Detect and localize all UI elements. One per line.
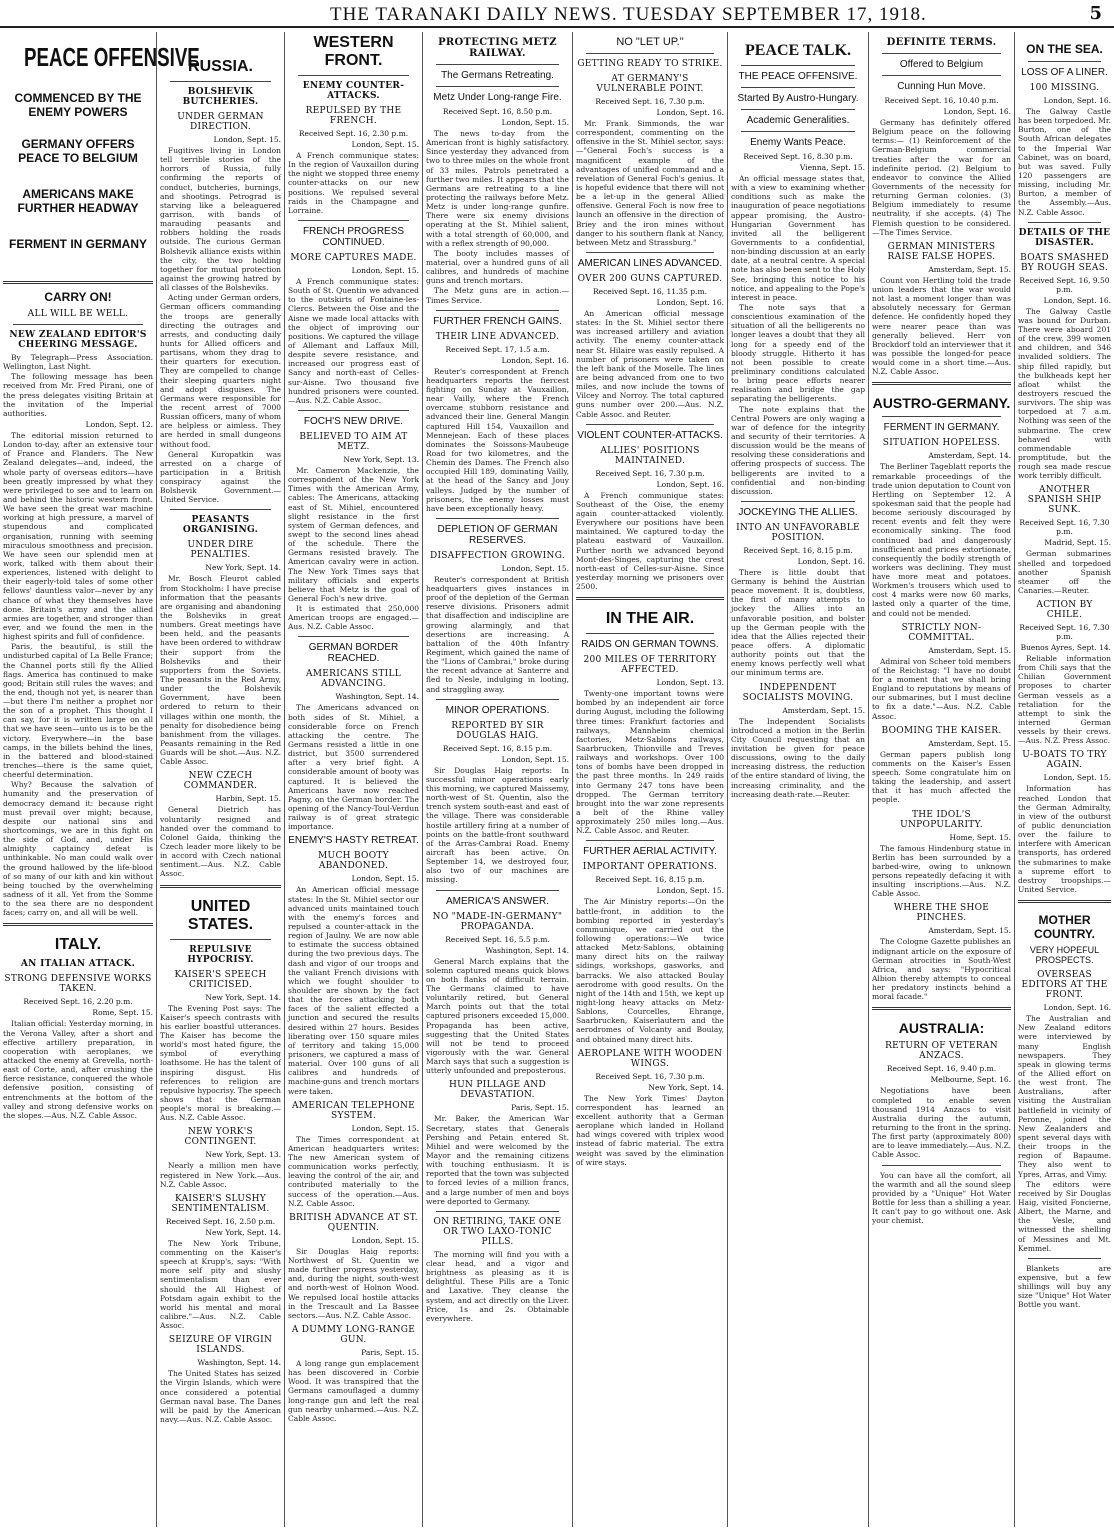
divider [1018,900,1111,903]
dateline: London, Sept. 12. [85,419,153,429]
received-line: Received Sept. 16, 8.50 p.m. [442,107,553,116]
dateline: Madrid, Sept. 15. [1044,538,1111,548]
dateline: London, Sept. 15. [501,563,569,573]
dateline: Amsterdam, Sept. 14. [928,451,1011,461]
dateline: London, Sept. 16. [656,297,724,307]
article-paragraph: The Galway Castle has been torpedoed. Mr. Burton, one of the South African delegates to the Imperial War Cabinet, was on board, but was saved. Fully 120 passengers are missing, including Mr. Burton, a member of the Assembly.—Aus. N.Z. Cable Assoc. [1018,107,1111,217]
dateline: London, Sept. 16. [1043,1003,1111,1013]
rule [298,75,409,76]
rule [1028,1258,1101,1259]
dateline: London, Sept. 16. [656,479,724,489]
dateline: London, Sept. 16. [1043,295,1111,305]
article-paragraph: The news to-day from the American front is highly satisfactory. Since yesterday they advanced from two to three miles on the whole front of 33 miles. Patrols penetrated a further two miles. It appears that the Germans are retreating to a line protecting the railways before Metz. Metz is under long-range gunfire. There were six enemy divisions operating at the St. Mihiel salient, with a total strength of 60,000, and with a reflex strength of 90,000. [426,129,569,248]
subhead-shoe-pinches: WHERE THE SHOE PINCHES. [893,903,990,924]
dateline: London, Sept. 15. [1043,773,1111,783]
received-line: Received Sept. 16, 2.50 p.m. [165,1216,276,1226]
article-paragraph: German papers publish long comments on the Kaiser's Essen speech. Some congratulate him on taking the leadership, and assert that it has much affected the people. [872,749,1011,805]
rule [741,109,855,110]
article-paragraph: General Kuropatkin was arrested on a charge of participation in a British conspiracy against the Bolshevik Government.—United Service. [160,449,281,505]
subhead-germany-offers: GERMANY OFFERS PEACE TO BELGIUM [18,137,138,165]
dateline: Washington, Sept. 14. [197,1358,281,1368]
article-paragraph: Paris, the beautiful, is still the undisturbed capital of La Belle France; the Channel ports still fly the Allied flags. America has continued to make good; Britain still rules the waves; and the end, though not yet, is nearer than—but there I'm neither a prophet nor the son of a prophet. This thought I can say, for it is written large on all that we have seen—unto us is to be the victory. Everywhere—in the base camps, in the billets behind the lines, in the battered and blood-stained trenches—there is the same quiet, cheerful determination. [3,642,153,780]
rule [436,64,559,65]
subhead-uboats: U-BOATS TO TRY AGAIN. [1022,750,1107,771]
article-paragraph: Italian official: Yesterday morning, in the Verona Valley, after a short and effective artillery preparation, in cooperation with aeroplanes, we attacked the enemy at Grevella, north-east of Corte, and, after crushing the fierce resistance, conquered the whole defensive position, consisting of entrenchments at the bottom of the valley and strong defensive works on the slopes.—Aus. N.Z. Cable Assoc. [3,1019,153,1120]
article-paragraph: The United States has seized the Virgin Islands, which were once considered a potential German naval base. The Danes will be paid by the American navy.—Aus. N.Z. Cable Assoc. [160,1369,281,1424]
dateline: Washington, Sept. 14. [485,945,569,955]
divider [160,885,281,888]
dateline: London, Sept. 15. [656,886,724,896]
subhead-hun-pillage: HUN PILLAGE AND DEVASTATION. [449,1080,546,1101]
subhead-british-advance: BRITISH ADVANCE AT ST. QUENTIN. [289,1212,418,1233]
dateline: Melbourne, Sept. 16. [930,1075,1011,1085]
section-western-front: WESTERN FRONT. [313,34,394,69]
article-paragraph: Fugitives living in London tell terrible stories of the horrors of Russia, fully confirming the reports of conduct, butcheries, burnings, and shootings. Petrograd is starving like a beleaguered garrison, with bands of marauding peasants and robbers holding the roads outside. The curious German Bolshevik alliance exists within the city, the two holding together for mutual protection against the growing hatred by all classes of the Bolsheviks. [160,146,281,293]
dateline: London, Sept. 15. [501,754,569,764]
dateline: New York, Sept. 14. [205,563,281,573]
article-paragraph: A French communique states: In the region of Vauxaillon during the night we stopped three enemy counter-attacks on our new positions. We repulsed several raids in the Champagne and Lorraine. [288,151,419,215]
dateline: Vienna, Sept. 15. [799,163,865,172]
subhead-vulnerable: AT GERMANY'S VULNERABLE POINT. [596,74,704,94]
article-paragraph: The Times correspondent at American headquarters writes: The new American system of communication works perfectly, leaving the control of the air, and contributed materially to the success of the operation.—Aus. N.Z. Cable Assoc. [288,1134,419,1208]
section-australia: AUSTRALIA: [898,1020,985,1037]
subhead-haig: REPORTED BY SIR DOUGLAS HAIG. [451,720,544,741]
dateline: Amsterdam, Sept. 15. [928,645,1011,655]
subhead-repulsed: REPULSED BY THE FRENCH. [305,106,402,126]
rule [586,252,714,253]
subhead-hopeful: VERY HOPEFUL PROSPECTS. [1029,945,1100,966]
article-paragraph: The Metz guns are in action.—Times Service. [426,286,569,305]
rule [170,509,271,510]
dateline: London, Sept. 15. [351,1235,419,1245]
subhead-still-advancing: AMERICANS STILL ADVANCING. [305,669,402,690]
subhead-minor-operations: MINOR OPERATIONS. [445,704,550,716]
received-line: Received Sept. 16, 9.40 p.m. [886,1064,997,1074]
article-paragraph: The New York Tribune, commenting on the Kaiser's speech at Krupp's, says: "With more self pity and slushy sentimentalism than ever should the All Highest of Potsdam again exhibit to the world his mental and moral calibre."—Aus. N.Z. Cable Assoc. [160,1238,281,1331]
article-paragraph: Count von Hertling told the trade union leaders that the war would not last a moment longer than was absolutely necessary for German defence. He confidently hoped they were nearer peace than was generally believed. Herr von Brockdorf told an interviewer that it was possible the longed-for peace would come in a short time.—Aus. N.Z. Cable Assoc. [872,275,1011,377]
article-paragraph: General Dietrich has voluntarily resigned and handed over the command to Colonel Gaida, thinking the Czech leader more likely to be in accord with Czech national sentiment.—Aus. N.Z. Cable Assoc. [160,805,281,879]
column-2 [156,32,284,1527]
column-3 [284,32,422,1527]
subhead-raids: RAIDS ON GERMAN TOWNS. [581,639,719,651]
page-number: 5 [1089,3,1102,24]
article-paragraph: Acting under German orders, German officers commanding the troops are generally directing the outrages and arrests, and conducting daily hunts for Allied officers and partisans, whom they drag to their quarters for execution. They are compelled to change their sleeping quarters night and adopt disguises. The Germans were responsible for the recent arrest of 7000 Russian officers, many of whom are helpless or aimless. They are herded in small dungeons without food. [160,293,281,449]
subhead-metz-fire: Metz Under Long-range Fire. [433,92,562,103]
section-italy: ITALY. [54,936,102,954]
subhead-ferment-germany: FERMENT IN GERMANY. [883,422,1000,434]
rule [586,633,714,634]
subhead-americans: AMERICANS MAKE FURTHER HEADWAY [17,187,139,215]
article-paragraph: The note explains that the Central Powers are only waging a war of defence for the integrity and security of their territories. A discussion would be the means of resolving these considerations and offering prospects of success. The belligerents are invited to a confidential and non-binding discussion. [731,404,865,496]
advertisement-text: Blankets are expensive, but a few shillings will buy any size "Unique" Hot Water Bottle you want. [1018,1263,1111,1310]
subhead-believed-metz: BELIEVED TO AIM AT METZ. [299,431,408,452]
subhead-positions: ALLIES' POSITIONS MAINTAINED. [600,445,700,466]
headline-peace-offensive: PEACE OFFENSIVE [23,42,200,72]
article-paragraph: Reuter's correspondent at British headquarters gives instances in proof of the depletion of the German reserve divisions. Prisoners admit that disaffection and indiscipline are growing alarmingly, and that desertions are increasing. A battalion of the 40th Infantry Regiment, which gained the name of the "Lions of Cambrai," broke during the recent advance at Santerre and fled to Nesle, indulging in looting, and straggling away. [426,574,569,694]
subhead-ministers: GERMAN MINISTERS RAISE FALSE HOPES. [887,241,996,262]
subhead-idol: THE IDOL'S UNPOPULARITY. [900,809,983,830]
received-line: Received Sept. 17, 1.5 a.m. [445,344,550,354]
subhead-virgin-islands: SEIZURE OF VIRGIN ISLANDS. [168,1335,273,1356]
dateline: Amsterdam, Sept. 15. [782,705,865,715]
dateline: Paris, Sept. 15. [511,1103,569,1113]
subhead-nz-editor: NEW ZEALAND EDITOR'S CHEERING MESSAGE. [9,330,147,350]
column-6 [727,32,868,1527]
article-paragraph: Admiral von Scheer told members of the Reichstag: "I have no doubt for a moment that we shall bring England to reputations by means of our submarines, but I must decline to fix a date."—Aus. N.Z. Cable Assoc. [872,656,1011,721]
subhead-wooden-wings: AEROPLANE WITH WOODEN WINGS. [577,1048,723,1069]
dateline: New York, Sept. 14. [205,992,281,1002]
article-paragraph: The Australian and New Zealand editors were interviewed by many English newspapers. They speak in glowing terms of the Allied effort on the west front. The Australians, after visiting the Australian battlefield in vicinity of Peronne, joined the New Zealanders and spent several days with their troops in the region of Bapaume. They also went to Ypres, Arras, and Vimy. [1018,1014,1111,1179]
subhead-defensive-works: STRONG DEFENSIVE WORKS TAKEN. [4,974,152,995]
article-paragraph: An American official message states: In the St. Mihiel sector there was increased artillery and aviation activity. The enemy counter-attack near St. Hilaire was easily repulsed. A number of prisoners were taken on the left bank of the Moselle. The lines are being advanced from one to two miles, and now include the towns of Vilcey and Norroy. The total captured guns number over 200.—Aus. N.Z. Cable Assoc. and Reuter. [576,308,724,419]
dateline: Rome, Sept. 15. [92,1008,153,1018]
rule [882,53,1001,54]
rule [170,81,271,82]
subhead-enemy-wants: Enemy Wants Peace. [750,137,846,148]
rule [436,699,559,700]
subhead-french-progress: FRENCH PROGRESS CONTINUED. [302,225,405,248]
subhead-200-miles: 200 MILES OF TERRITORY AFFECTED. [583,655,717,676]
subhead-started-by: Started By Austro-Hungary. [737,93,859,104]
dateline: Amsterdam, Sept. 15. [928,926,1011,936]
article-paragraph: It is estimated that 250,000 American troops are engaged.—Aus. N.Z. Cable Assoc. [288,604,419,632]
article-paragraph: Mr. Baker, the American War Secretary, states that Generals Pershing and Petain entered St. Mihiel and were welcomed by the Mayor and the remaining citizens with touching enthusiasm. It is reported that the town was subjected to forced levies of a million francs, and a large number of men and boys were deported to Germany. [426,1114,569,1206]
article-paragraph: The Independent Socialists introduced a motion in the Berlin City Council requesting that an invitation be given for peace discussions, owing to the daily increasing distress, the reduction of the entire standard of living, the increasing criminality, and the increasing death-rate.—Reuter. [731,716,865,799]
received-line: Received Sept. 16, 7.30 p.m. [595,1071,705,1081]
article-paragraph: Reuter's correspondent at French headquarters reports the fiercest fighting on Sunday at Vauxaillon, near Vailly, where the French overcame stubborn resistance and advanced their line. General Mangin captured Hill 154, Vauxaillon and Mennejean. Each of these places dominates the Soissons-Maubeuge Road for two kilometres, and the Chemin des Dames. The French also occupied Hill 189, dominating Vailly, at the head of the Sancy and Jouy valleys. Judged by the number of prisoners, the enemy losses must have been exceptionally heavy. [426,366,569,513]
article-paragraph: Nearly a million men have registered in New York.—Aus. N.Z. Cable Assoc. [160,1161,281,1189]
received-line: Received Sept. 16, 8.15 p.m. [595,875,705,885]
section-russia: RUSSIA. [188,58,253,75]
article-paragraph: An American official message states: In the St. Mihiel sector our advanced units maintained touch with the enemy's forces and repulsed a counter-attack in the region of Jaulny. We are now able to estimate the success obtained during the two previous days. The dash and vigor of our troops and the valiant French divisions with which we fought shoulder to shoulder are shown by the fact that the forces attacking both faces of the salient effected a junction and secured the results desired within 27 hours. Besides liberating over 150 square miles of territory and taking 15,000 prisoners, we captured a mass of material. Over 100 guns of all calibres and hundreds of machine-guns and trench mortars were taken. [288,885,419,1096]
dateline: Washington, Sept. 14. [335,692,419,702]
subhead-booming: BOOMING THE KAISER. [881,725,1002,736]
subhead-hopeless: SITUATION HOPELESS. [882,438,1001,449]
received-line: Received Sept. 16, 7.30 p.m. [595,97,705,106]
divider [3,923,153,926]
rule [436,890,559,891]
dateline: Amsterdam, Sept. 15. [928,264,1011,274]
subhead-offered-belgium: Offered to Belgium [899,59,984,70]
section-in-the-air: IN THE AIR. [605,610,695,628]
dateline: Amsterdam, Sept. 15. [928,738,1011,748]
dateline: London, Sept. 15. [351,140,419,149]
rule [1028,61,1101,62]
subhead-kaiser-slushy: KAISER'S SLUSHY SENTIMENTALISM. [171,1193,270,1214]
divider [872,382,1011,385]
article-paragraph: A French communique states: Southeast of the Oise, the enemy again counter-attacked violently. Everywhere our positions have been maintained. We captured to-day the plateau eastward of Vauxaillon. Further north we advanced beyond Mont-des-Singes, capturing the crest north-east of Celles-sur-Aisne. Since yesterday morning we prisoners over 2500. [576,490,724,592]
rule [882,75,1001,76]
subhead-under-german: UNDER GERMAN DIRECTION. [177,112,264,132]
subhead-boats-smashed: BOATS SMASHED BY ROUGH SEAS. [1020,252,1109,273]
subhead-dire-penalties: UNDER DIRE PENALTIES. [187,540,254,561]
received-line: Received Sept. 16, 8.15 p.m. [442,743,553,753]
article-paragraph: The following message has been received from Mr. Fred Pirani, one of the press delegates visiting Britain at the invitation of the Imperial authorities. [3,372,153,418]
subhead-disaffection: DISAFFECTION GROWING. [429,550,566,561]
subhead-peasants: PEASANTS ORGANISING. [182,515,259,536]
subhead-ferment: FERMENT IN GERMANY [9,237,147,251]
article-paragraph: A French communique states: South of St. Quentin we advanced to the outskirts of Fontaine-les-Clercs. Between the Oise and the Aisne we made local attacks with the object of improving our positions. We captured the village of Allemant and Laffaux Mill, despite severe resistance, and increased our progress east of Sancy and north-east of Celles-sur-Aisne. Two thousand five hundred prisoners were counted.—Aus. N.Z. Cable Assoc. [288,276,419,405]
subhead-line-advanced: THEIR LINE ADVANCED. [435,331,560,342]
subhead-non-committal: STRICTLY NON-COMMITTAL. [901,622,982,643]
subhead-further-aerial: FURTHER AERIAL ACTIVITY. [583,846,717,858]
article-paragraph: The New York Times' Dayton correspondent has learned an excellent authority that a German aeroplane which landed in Holland had wings covered with triplex wood instead of fabric material. The extra weight was saved by the elimination of wire stays. [576,1093,724,1167]
received-line: Received Sept. 16, 10.40 p.m. [884,96,999,105]
received-line: Received Sept. 16, 9.50 p.m. [1019,275,1110,294]
received-line: Received Sept. 16, 7.30 p.m. [1019,518,1110,537]
article-paragraph: The editorial mission returned to London to-day, after an extensive tour of France and Flanders. The New Zealand delegates—and, indeed, the whole party of overseas editors—have been greatly impressed by what they were privileged to see and to learn on and behind the historic western front. We have seen the great war machine working at high pressure, a marvel of stupendous and complicated organisation, running with seeming miraculous smoothness and precision. We have seen our splendid men at work, talked with them about their experiences, listened with delight to their eagerly-told tales of some other fellows' dauntless valor—never by any chance of what they themselves have done. Britain's army and the allied armies are together, and stronger than ever, and we found the men in the highest spirits and full of confidence. [3,430,153,642]
rule [741,65,855,66]
section-mother-country: MOTHER COUNTRY. [1034,913,1095,942]
dateline: London, Sept. 15. [351,1123,419,1133]
rule [170,939,271,940]
dateline: Home, Sept. 15. [949,832,1011,842]
subhead-details: DETAILS OF THE DISASTER. [1018,227,1111,248]
section-united-states: UNITED STATES. [187,897,254,933]
rule [436,86,559,87]
article-paragraph: The booty includes masses of material, over a hundred guns of all calibres, and hundreds of machine guns and trench mortars. [426,248,569,286]
subhead-lines-advanced: AMERICAN LINES ADVANCED. [577,257,723,269]
subhead-important-ops: IMPORTANT OPERATIONS. [582,862,718,873]
rule [298,636,409,637]
rule [882,1165,1001,1166]
section-austro-germany: AUSTRO-GERMANY. [872,395,1011,412]
article-paragraph: Sir Douglas Haig reports: Northwest of St. Quentin we made further progress yesterday, and, during the night, south-west and north-west of Holnon Wood. We repulsed local hostile attacks in the Trescault and La Bassee sectors.—Aus. N.Z. Cable Assoc. [288,1246,419,1320]
byline: By Telegraph—Press Association. Wellington, Last Night. [3,353,153,372]
subhead-ready-strike: GETTING READY TO STRIKE. [577,59,723,69]
subhead-chile: ACTION BY CHILE. [1036,600,1093,621]
subhead-academic: Academic Generalities. [746,115,850,126]
subhead-czech: NEW CZECH COMMANDER. [183,771,258,792]
article-paragraph: The Americans advanced on both sides of St. Mihiel, a considerable force on French attacking the centre. The Germans resisted a little in one district, but 3500 surrendered after a very brief fight. A considerable amount of booty was captured. It is believed the Americans have now reached Pagny, on the German border. The opening of the Nancy-Toul-Verdun railway is of great strategic importance. [288,703,419,832]
subhead-jockeying: JOCKEYING THE ALLIES. [738,506,858,518]
received-line: Received Sept. 16, 8.30 p.m. [743,152,853,161]
article-paragraph: The editors were received by Sir Douglas Haig, visited Foncierne, Albert, the Marne, and the Vesle, and witnessed the shelling of Messines and Mt. Kemmel. [1018,1179,1111,1253]
dateline: London, Sept. 16. [797,556,865,566]
advertisement-text: The morning will find you with a clear head, and a vigor and brightness as pleasing as it is delightful. These Pills are a Tonic and Laxative. They cleanse the system, and act directly on the Liver. Price, 1s and 2s. Obtainable everywhere. [426,1249,569,1323]
subhead-loss-liner: LOSS OF A LINER. [1021,67,1108,78]
rule [586,840,714,841]
subhead-protecting-metz: PROTECTING METZ RAILWAY. [438,37,557,59]
subhead-overseas-editors: OVERSEAS EDITORS AT THE FRONT. [1021,970,1108,1001]
subhead-independent-socialists: INDEPENDENT SOCIALISTS MOVING. [742,682,854,703]
subhead-retreating: The Germans Retreating. [441,70,554,81]
column-7 [868,32,1014,1527]
divider [576,597,724,600]
rule [1028,222,1101,223]
subhead-anzacs: RETURN OF VETERAN ANZACS. [885,1041,998,1062]
advertisement-text: You can have all the comfort, all the warmth and all the sound sleep provided by a "Unique" Hot Water Bottle for less than a shilling a year. It can't pay to go without one. Ask your chemist. [872,1170,1011,1226]
received-line: Received Sept. 16, 11.35 p.m. [593,286,707,296]
subhead-peace-offensive: THE PEACE OFFENSIVE. [738,71,858,82]
received-line: Received Sept. 16, 5.5 p.m. [445,934,550,944]
rule [298,410,409,411]
column-5 [572,32,727,1527]
article-paragraph: German submarines shelled and torpedoed another Spanish steamer off the Canaries.—Reuter. [1018,549,1111,595]
subhead-all-well: ALL WILL BE WELL. [27,309,129,319]
article-paragraph: Mr. Bosch Fleurot cabled from Stockholm: I have precise information that the peasants are organising and abandoning the Bolsheviks in great numbers. Great meetings have been held, and the peasants have been ordered to withdraw their support from the Bolsheviks and their supporters from the Soviets. The peasants in the Red Army, under the Bolshevik Government, have been ordered to return to their villages within one month, the penalty for disobedience being banishment from the villages. Peasants remaining in the Red Guards will be shot.—Aus. N.Z. Cable Assoc. [160,574,281,767]
advertisement-heading: ON RETIRING, TAKE ONE OR TWO LAXO-TONIC PILLS. [433,1216,562,1247]
rule [882,416,1001,417]
dateline: London, Sept. 13. [656,678,724,688]
article-paragraph: General March explains that the solemn captured means quick blows on both flanks of difficult terrain. The Germans claimed to have voluntarily retired, but General March points out that the total captured prisoners exceeded 15,000. Propaganda has been active, suggesting that the United States will not be tend to proceed vigorously with the war. General March says that such a suggestion is utterly unfounded and preposterous. [426,956,569,1076]
article-paragraph: Germany has definitely offered Belgium peace on the following terms:— (1) Reinforcement of the German-Belgium commercial treaties after the war for an indefinite period. (2) Belgium to endeavor to convince the Allied Governments of the necessity for returning German colonies. (3) Belgium immediately to resume neutrality, if she accepts. (4) The Flemish question to be considered.—The Times Service. [872,118,1011,237]
article-paragraph: The famous Hindenburg statue in Berlin has been surrounded by a barbed-wire, owing to unknown persons repeatedly defacing it with insulting inscriptions.—Aus. N.Z. Cable Assoc. [872,843,1011,899]
subhead-border-reached: GERMAN BORDER REACHED. [308,642,399,665]
subhead-more-captures: MORE CAPTURES MADE. [290,252,417,263]
subhead-telephone: AMERICAN TELEPHONE SYSTEM. [292,1100,415,1121]
subhead-america-answer: AMERICA'S ANSWER. [445,895,550,907]
column-4 [422,32,572,1527]
section-carry-on: CARRY ON! [44,290,112,304]
subhead-commenced: COMMENCED BY THE ENEMY POWERS [14,91,142,119]
subhead-dummy-gun: A DUMMY LONG-RANGE GUN. [291,1324,416,1345]
rule [741,501,855,502]
section-no-let-up: NO "LET UP." [616,36,684,48]
subhead-kaiser-speech: KAISER'S SPEECH CRITICISED. [174,969,267,990]
article-paragraph: The Air Ministry reports:—On the battle-front, in addition to the bombing reported in yesterday's communique, we carried out the following operations:—We twice attacked Metz-Sablons, obtaining many direct hits on the railway sidings, workshops, gasworks, and barracks. We also attacked Boulay aerodrome with good results. On the night of the 14th and 15th, we kept up night-long heavy attacks on Metz-Sablons, Courcelles, Ehrange, Saarbrucken, Kaiserlautern and the aerodromes of Volcanty and Boulay, and obtained many direct hits. [576,897,724,1044]
column-8 [1014,32,1114,1527]
article-paragraph: Negotiations have been completed to enable seven thousand 1914 Anzacs to visit Australia during the autumn, returning to the front in the spring. The first party (approximately 800) are to leave immediately.—Aus. N.Z. Cable Assoc. [872,1086,1011,1160]
subhead-cunning: Cunning Hun Move. [897,81,986,92]
subhead-hypocrisy: REPULSIVE HYPOCRISY. [187,944,254,965]
article-paragraph: An official message states that, with a view to examining whether conditions such as make the inauguration of peace negotiations appear promising, the Austro-Hungarian Government has invited all the belligerent Governments to a confidential, non-binding discussion at an early date, at a neutral centre. A special note has also been sent to the Holy See, bringing this notice to his notice, and appealing to the Pope's interest in peace. [731,174,866,302]
article-paragraph: Mr. Frank Simmonds, the war correspondent, commenting on the offensive in the St. Mihiel sector, says:—"General Foch's success is a magnificent example of the advantages of unified command and a revelation of General Foch's genius. It is hopeful evidence that there will not be a let-up in the general Allied offensive. General Foch is now free to launch an offensive in the direction of Briey and the iron mines without danger to his southern flank at Nancy, between Metz and Strassburg." [576,119,724,247]
dateline: London, Sept. 16. [1043,96,1111,105]
dateline: London, Sept. 15. [351,265,419,275]
subhead-italian-attack: AN ITALIAN ATTACK. [20,959,136,970]
divider [3,281,153,284]
dateline: Buenos Ayres, Sept. 14. [1020,643,1111,653]
subhead-violent: VIOLENT COUNTER-ATTACKS. [577,429,723,441]
received-line: Received Sept. 16, 7.30 p.m. [595,468,705,478]
subhead-over-200-guns: OVER 200 GUNS CAPTURED. [577,273,723,284]
masthead [0,0,1114,28]
subhead-further-french: FURTHER FRENCH GAINS. [433,315,562,327]
rule [13,324,143,325]
dateline: London, Sept. 15. [351,874,419,884]
column-1 [0,32,200,1527]
dateline: New York, Sept. 13. [343,454,419,464]
dateline: London, Sept. 15. [501,118,569,127]
rule [586,424,714,425]
article-paragraph: The Galway Castle was bound for Durban. There were aboard 201 of the crew, 399 women and children, and 346 invalided soldiers. The ship filled rapidly, but the bulkheads kept her afloat whilst the destroyers rescued the survivors. The ship was torpedoed at 7 a.m. Nothing was seen of the submarine. The crew behaved with commendable promptitude, but the rough sea made rescue work terribly difficult. [1018,306,1111,481]
article-paragraph: The Cologne Gazette publishes an indignant article on the exposure of German atrocities in South-West Africa, and says: "Hypocritical Albion thereby attempts to conceal her predatory instincts behind a moral facade." [872,937,1011,1002]
rule [586,53,714,54]
subhead-ny-contingent: NEW YORK'S CONTINGENT. [184,1127,257,1148]
section-peace-talk: PEACE TALK. [744,42,852,59]
article-paragraph: The note says that a conscientious examination of the situation of all the belligerents no longer leaves a doubt that they all long for a speedy end of the bloody struggle. Hitherto it has not been possible to create preliminary conditions calculated to bring peace efforts nearer realisation and bridge the gap separating the belligerents. [731,302,865,404]
dateline: Harbin, Sept. 15. [215,794,281,804]
subhead-hasty-retreat: ENEMY'S HASTY RETREAT. [288,835,419,847]
dateline: New York, Sept. 14. [205,1227,281,1237]
subhead-missing: 100 MISSING. [1029,83,1100,93]
article-paragraph: Information has reached London that the German Admiralty, in view of the outburst of public denunciation over the failure to interfere with American transports, has ordered the submarines to make a supreme effort to destroy troopships.—United Service. [1018,784,1111,895]
rule [741,87,855,88]
dateline: London, Sept. 16. [943,107,1011,116]
subhead-no-propaganda: NO "MADE-IN-GERMANY" PROPAGANDA. [432,911,563,932]
subhead-depletion: DEPLETION OF GERMAN RESERVES. [437,523,558,546]
article-paragraph: A long range gun emplacement has been discovered in Corbie Wood. It was transpired that the Germans camouflaged a dummy long-range gun and left the real gun nearby unharmed.—Aus. N.Z. Cable Assoc. [288,1358,419,1423]
subhead-counter-attacks: ENEMY COUNTER-ATTACKS. [302,81,405,101]
article-paragraph: Why? Because the salvation of humanity and the preservation of democracy demand it: because right must prevail over might; because, despite our national sins and shortcomings, we are in this fight on the side of God, and, under His almighty captaincy defeat is unthinkable. No man could walk over the ground hallowed by the life-blood of so many of our kith and kin without being touched by the overwhelming sadness of it all. Yet from the Somme to the sea there are no despondent faces; carry on, and all will be well. [3,780,153,918]
received-line: Received Sept. 16, 8.15 p.m. [743,545,853,555]
dateline: London, Sept. 15. [213,135,281,144]
rule [436,518,559,519]
subhead-bolshevik: BOLSHEVIK BUTCHERIES. [182,87,259,107]
article-paragraph: The Evening Post says: The Kaiser's speech contrasts with his earlier boastful utterances. The Kaiser has become the world's most hated figure, the symbol of everything loathsome. He has the talent of inspiring disgust. His references to religion are repulsive hypocrisy. The speech shows that the German people's moral is breaking.—Aus. N.Z. Cable Assoc. [160,1003,281,1123]
rule [741,131,855,132]
subhead-definite-terms: DEFINITE TERMS. [886,37,997,48]
subhead-spanish-ship: ANOTHER SPANISH SHIP SUNK. [1027,485,1102,516]
divider [872,1007,1011,1010]
received-line: Received Sept. 16, 2.20 p.m. [23,997,133,1007]
article-paragraph: Twenty-one important towns were bombed by an independent air force during August, including the following three times: Frankfurt factories and railways, Mannheim chemical factories, Metz-Sablons railways, Saarbrucken, Thionville and Treves railways and workshops. Over 100 tons of bombs have been dropped in the past three months. In 249 raids into Germany 247 tons have been dropped. The German territory brought into the war zone represents a belt of the Rhine valley approximately 250 miles long.—Aus. N.Z. Cable Assoc. and Reuter. [576,689,724,836]
rule [436,1211,559,1212]
dateline: London, Sept. 16. [656,108,724,117]
dateline: New York, Sept. 14. [648,1082,724,1092]
article-paragraph: There is little doubt that Germany is behind the Austrian peace movement. It is, doubtless, the first of many attempts to jockey the Allies into an unfavorable position, and bolster up the German people with the idea that the Allies rejected their peace offers. A diplomatic authority points out that the enemy knows perfectly well what our minimum terms are. [731,567,865,678]
subhead-booty: MUCH BOOTY ABANDONED. [318,851,389,872]
article-paragraph: Reliable information from Chili says that the Chilian Government proposes to charter German vessels as a retaliation for the attempt to sink the interned German vessels by their crews.—Aus. N.Z. Press Assoc. [1018,654,1111,746]
subhead-unfavorable: INTO AN UNFAVORABLE POSITION. [736,522,860,543]
article-paragraph: Mr. Cameron Mackenzie, the correspondent of the New York Times with the American Army, cables: The Americans, attacking east of St. Mihiel, encountered slight resistance in the first system of German defences, and swept to the second lines ahead of the schedule. There the Germans resisted bravely. The American cavalry were in action. The New York Times says that military officials and experts believe that Metz is the goal of General Foch's new drive. [288,465,419,603]
rule [298,220,409,221]
article-paragraph: The Berliner Tageblatt reports the remarkable proceedings of the trade union deputation to Count von Hertling on September 12. A spokesman said that the people had become seriously discouraged by recent events and felt they were economically sinking. The food continued bad and dangerously insufficient and prices extortionate, consequently the bodily strength of workers was declining. They must have more meat and potatoes. Workmen's trousers which used to cost 4 marks were now 60 marks, lasted only a quarter of the time, and could not be mended. [872,462,1011,618]
dateline: London, Sept. 16. [501,355,569,365]
rule [436,310,559,311]
dateline: New York, Sept. 13. [205,1150,281,1160]
section-on-the-sea: ON THE SEA. [1026,42,1103,56]
subhead-foch: FOCH'S NEW DRIVE. [303,415,404,427]
article-paragraph: Sir Douglas Haig reports: In successful minor operations early this morning, we captured Maissemy, north-west of St. Quentin, also the trench system south-east and east of the village. There was considerable hostile artillery firing at a number of points on the battle-front southward of the Arras-Cambrai Road. Enemy aircraft has been active. On September 14, we destroyed four, also two of our machines are missing. [426,765,569,885]
dateline: Paris, Sept. 15. [361,1347,419,1357]
received-line: Received Sept. 16, 2.30 p.m. [298,129,409,138]
received-line: Received Sept. 16, 7.30 p.m. [1019,623,1110,642]
masthead-title: THE TARANAKI DAILY NEWS. TUESDAY SEPTEMBER 17, 1918. [330,4,927,25]
